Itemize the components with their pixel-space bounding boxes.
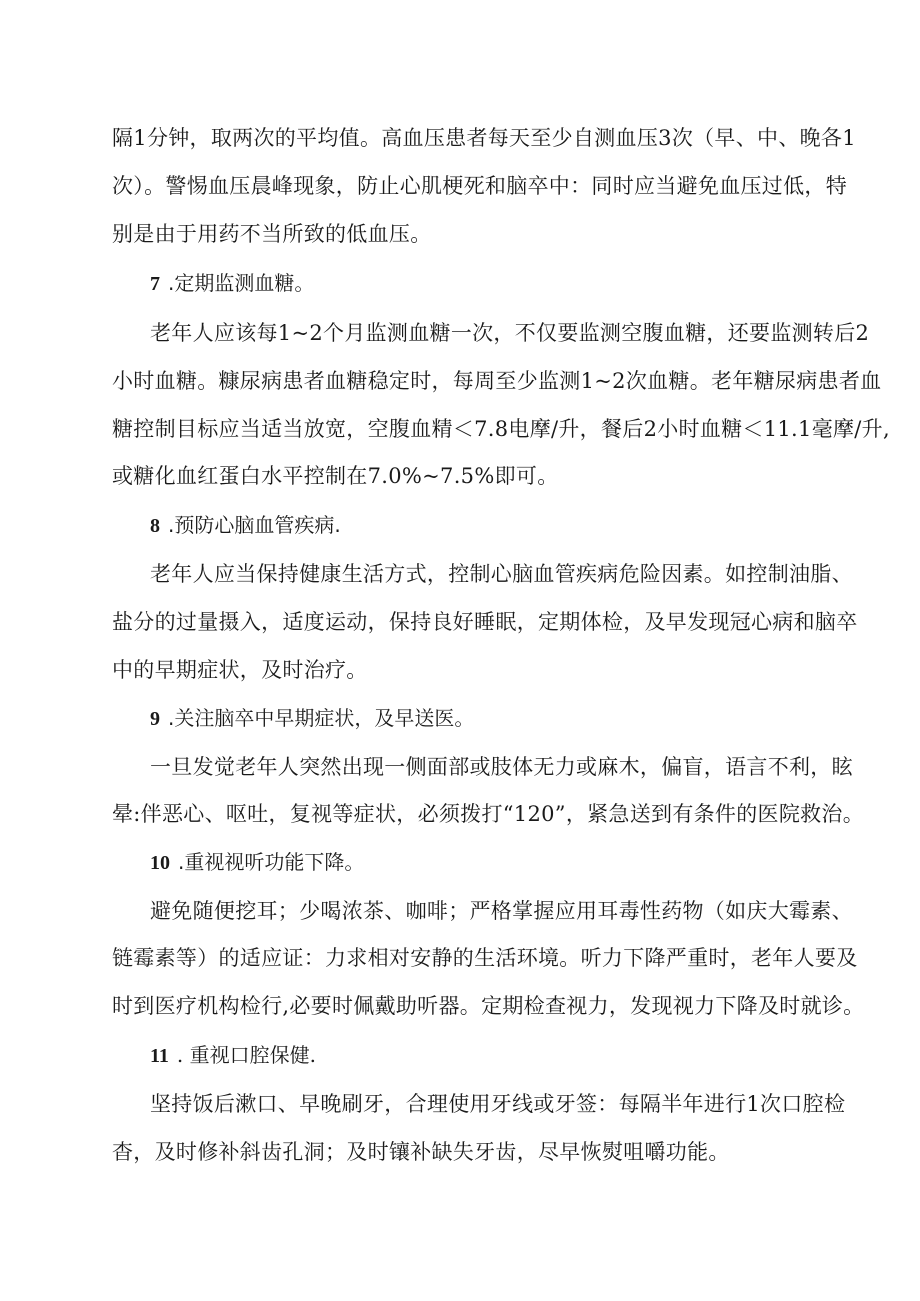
section-heading-7 (150, 268, 314, 299)
section-title: . 重视口腔保健. (176, 1043, 316, 1067)
paragraph-line: 别是由于用药不当所致的低血压。 (112, 222, 432, 246)
section-number: 10 (150, 852, 170, 874)
paragraph-line: 或糖化血红蛋白水平控制在7.0%~7.5%即可。 (112, 464, 559, 488)
paragraph-line: 时到医疗机构检行,必要时佩戴助听器。定期检查视力，发现视力下降及时就诊。 (112, 994, 865, 1018)
section-title: .定期监测血糖。 (168, 271, 315, 295)
paragraph-line: 中的早期症状，及时治疗。 (112, 658, 368, 682)
paragraph-line: 糖控制目标应当适当放宽，空腹血精＜7.8电摩/升，餐后2小时血糖＜11.1毫摩/升, (112, 417, 890, 441)
paragraph-line: 隔1分钟，取两次的平均值。高血压患者每天至少自测血压3次（早、中、晚各1 (112, 126, 856, 150)
paragraph-line: 晕:伴恶心、呕吐，复视等症状，必须拨打“120”，紧急送到有条件的医院救治。 (112, 802, 865, 826)
paragraph-line: 坚持饭后漱口、早晚刷牙，合理使用牙线或牙签：每隔半年进行1次口腔检 (150, 1092, 846, 1116)
paragraph-line: 小时血糖。糠尿病患者血糖稳定时，每周至少监测1~2次血糖。老年糖尿病患者血 (112, 369, 882, 393)
paragraph-line: 杳，及时修补斜齿孔洞；及时镶补缺失牙齿，尽早恢熨咀嚼功能。 (112, 1140, 730, 1164)
section-number: 9 (150, 708, 160, 730)
paragraph-line: 一旦发觉老年人突然出现一侧面部或肢体无力或麻木，偏盲，语言不利，眩 (150, 755, 853, 779)
section-heading-11 (150, 1040, 316, 1071)
section-title: .重视视听功能下降。 (178, 850, 365, 874)
section-number: 8 (150, 515, 160, 537)
paragraph-line: 老年人应该每1~2个月监测血糖一次，不仅要监测空腹血糖，还要监测转后2 (150, 321, 870, 345)
section-heading-10 (150, 847, 364, 878)
section-heading-8 (150, 510, 341, 541)
section-number: 7 (150, 273, 160, 295)
paragraph-line: 链霉素等）的适应证：力求相对安静的生活环境。听力下降严重时，老年人要及 (112, 946, 858, 970)
paragraph-line: 避免随便挖耳；少喝浓茶、咖啡；严格掌握应用耳毒性药物（如庆大霉素、 (150, 899, 853, 923)
paragraph-line: 盐分的过量摄入，适度运动，保持良好睡眠，定期体检，及早发现冠心病和脑卒 (112, 610, 858, 634)
section-heading-9 (150, 703, 474, 734)
paragraph-line: 次）。警惕血压晨峰现象，防止心肌梗死和脑卒中：同时应当避免血压过低，特 (112, 174, 847, 198)
section-title: .预防心脑血管疾病. (168, 513, 341, 537)
paragraph-line: 老年人应当保持健康生活方式，控制心脑血管疾病危险因素。如控制油脂、 (150, 562, 853, 586)
section-title: .关注脑卒中早期症状，及早送医。 (168, 706, 475, 730)
section-number: 11 (150, 1045, 169, 1067)
